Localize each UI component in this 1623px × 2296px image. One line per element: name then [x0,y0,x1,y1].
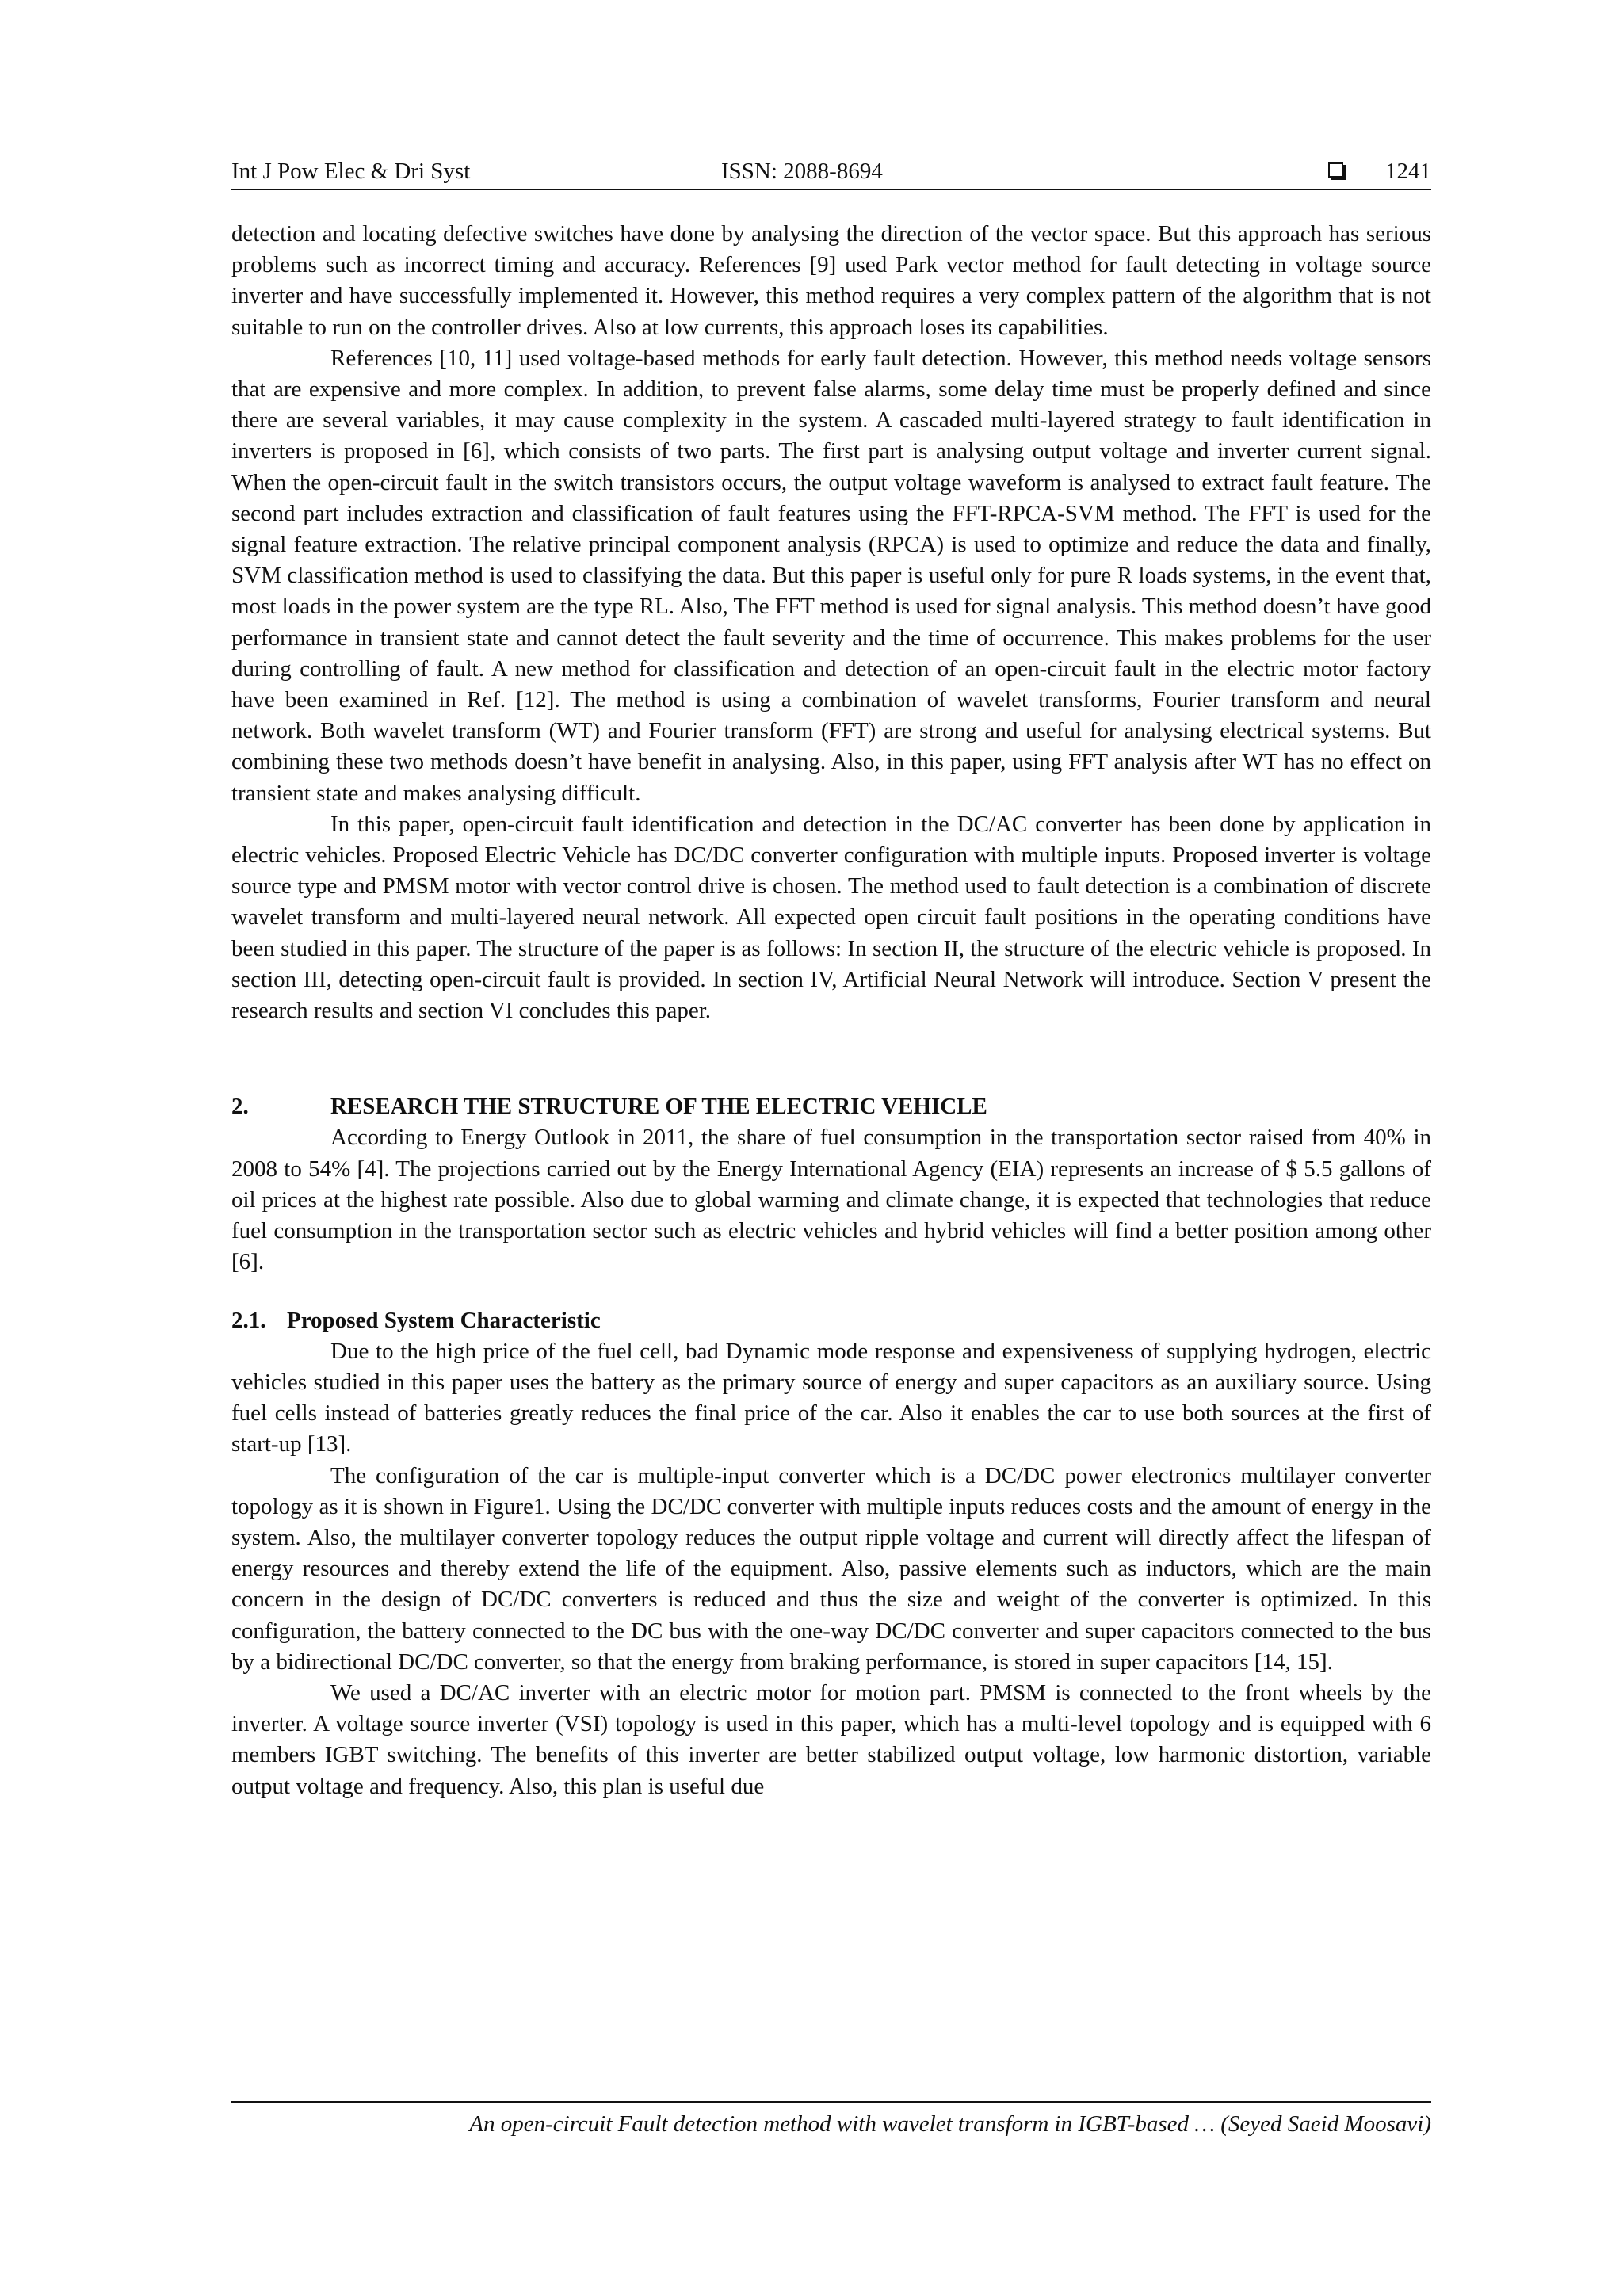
footer-rule [231,2101,1431,2103]
issn-label: ISSN: 2088-8694 [721,159,883,184]
body-text [231,219,1431,1802]
square-bullet-icon [1328,162,1343,178]
subsection-title: Proposed System Characteristic [287,1307,601,1333]
paragraph: The configuration of the car is multiple-input converter which is a DC/DC power electronics multilayer converter topology as it is shown in Figure1. Using the DC/DC converter with multiple inputs reduces costs and the amount of energy in the system. Also, the multilayer converter topology reduces the output ripple voltage and current will directly affect the lifespan of energy resources and thereby extend the life of the equipment. Also, passive elements such as inductors, which are the main concern in the design of DC/DC converters is reduced and thus the size and weight of the converter is optimized. In this configuration, the battery connected to the DC bus with the one-way DC/DC converter and super capacitors connected to the bus by a bidirectional DC/DC converter, so that the energy from braking performance, is stored in super capacitors [14, 15]. [231,1462,1431,1675]
section-number: 2. [231,1094,249,1120]
paragraph: According to Energy Outlook in 2011, the share of fuel consumption in the transportation sector raised from 40% in 2008 to 54% [4]. The projections carried out by the Energy International Agency (EIA) represents an increase of $ 5.5 gallons of oil prices at the highest rate possible. Also due to global warming and climate change, it is expected that technologies that reduce fuel consumption in the transportation sector such as electric vehicles and hybrid vehicles will find a better position among other [6]. [231,1125,1431,1275]
header-rule [231,189,1431,190]
paragraph: We used a DC/AC inverter with an electric motor for motion part. PMSM is connected to the front wheels by the inverter. A voltage source inverter (VSI) topology is used in this paper, which has a multi-level topology and is equipped with 6 members IGBT switching. The benefits of this inverter are better stabilized output voltage, low harmonic distortion, variable output voltage and frequency. Also, this plan is useful due [231,1679,1431,1799]
paragraph: References [10, 11] used voltage-based methods for early fault detection. However, this method needs voltage sensors that are expensive and more complex. In addition, to prevent false alarms, some delay time must be properly defined and since there are several variables, it may cause complexity in the system. A cascaded multi-layered strategy to fault identification in inverters is proposed in [6], which consists of two parts. The first part is analysing output voltage and inverter current signal. When the open-circuit fault in the switch transistors occurs, the output voltage waveform is analysed to extract fault feature. The second part includes extraction and classification of fault features using the FFT-RPCA-SVM method. The FFT is used for the signal feature extraction. The relative principal component analysis (RPCA) is used to optimize and reduce the data and finally, SVM classification method is used to classifying the data. But this paper is useful only for pure R loads systems, in the event that, most loads in the power system are the type RL. Also, The FFT method is used for signal analysis. This method doesn’t have good performance in transient state and cannot detect the fault severity and the time of occurrence. This makes problems for the user during controlling of fault. A new method for classification and detection of an open-circuit fault in the electric motor factory have been examined in Ref. [12]. The method is using a combination of wavelet transforms, Fourier transform and neural network. Both wavelet transform (WT) and Fourier transform (FFT) are strong and useful for analysing electrical systems. But combining these two methods doesn’t have benefit in analysing. Also, in this paper, using FFT analysis after WT has no effect on transient state and makes analysing difficult. [231,345,1431,806]
paragraph-continued: detection and locating defective switches have done by analysing the direction of the vector space. But this approach has serious problems such as incorrect timing and accuracy. References [9] used Park vector method for fault detecting in voltage source inverter and have successfully implemented it. However, this method requires a very complex pattern of the algorithm that is not suitable to run on the controller drives. Also at low currents, this approach loses its capabilities. [231,221,1431,340]
section-heading [231,1091,1431,1122]
running-header [231,155,1431,187]
section-title: RESEARCH THE STRUCTURE OF THE ELECTRIC VEHICLE [330,1094,987,1120]
paragraph: Due to the high price of the fuel cell, bad Dynamic mode response and expensiveness of supplying hydrogen, electric vehicles studied in this paper uses the battery as the primary source of energy and super capacitors as an auxiliary source. Using fuel cells instead of batteries greatly reduces the final price of the car. Also it enables the car to use both sources at the first of start-up [13]. [231,1338,1431,1457]
journal-name: Int J Pow Elec & Dri Syst [231,159,471,184]
paragraph: In this paper, open-circuit fault identification and detection in the DC/AC converter has been done by application in electric vehicles. Proposed Electric Vehicle has DC/DC converter configuration with multiple inputs. Proposed inverter is voltage source type and PMSM motor with vector control drive is chosen. The method used to fault detection is a combination of discrete wavelet transform and multi-layered neural network. All expected open circuit fault positions in the operating conditions have been studied in this paper. The structure of the paper is as follows: In section II, the structure of the electric vehicle is proposed. In section III, detecting open-circuit fault is provided. In section IV, Artificial Neural Network will introduce. Section V present the research results and section VI concludes this paper. [231,811,1431,1024]
running-footer: An open-circuit Fault detection method with wavelet transform in IGBT-based … (Seyed Saeid Moosavi) [469,2111,1431,2137]
page-number: 1241 [1385,159,1431,184]
paper-page [231,0,1431,2296]
subsection-heading [231,1305,1431,1336]
subsection-number: 2.1. [231,1307,266,1333]
